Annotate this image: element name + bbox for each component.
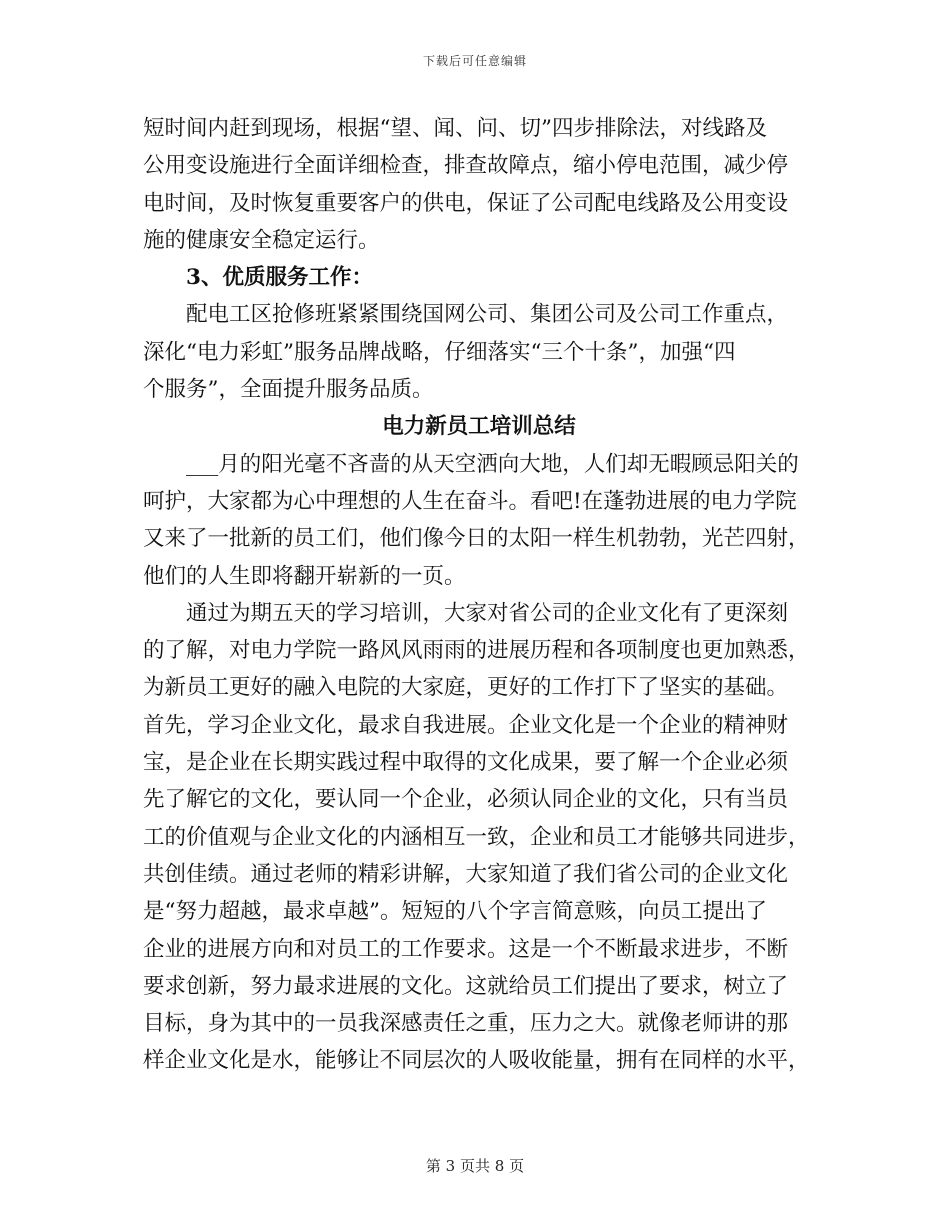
text-line: 是“努力超越，最求卓越”。短短的八个字言简意赅，向员工提出了 xyxy=(143,899,767,925)
text-line: 又来了一批新的员工们，他们像今日的太阳一样生机勃勃，光芒四射， xyxy=(143,526,810,552)
text-line: 呵护，大家都为心中理想的人生在奋斗。看吧!在蓬勃进展的电力学院 xyxy=(143,488,797,514)
text-line: 样企业文化是水，能够让不同层次的人吸收能量，拥有在同样的水平， xyxy=(143,1048,810,1074)
text-line: 共创佳绩。通过老师的精彩讲解，大家知道了我们省公司的企业文化 xyxy=(143,861,789,887)
section-heading: 3、优质服务工作： xyxy=(186,265,373,291)
text-line: 首先，学习企业文化，最求自我进展。企业文化是一个企业的精神财 xyxy=(143,712,789,738)
text-line: 配电工区抢修班紧紧围绕国网公司、集团公司及公司工作重点， xyxy=(186,302,789,328)
document-body xyxy=(143,110,815,1080)
document-title: 电力新员工培训总结 xyxy=(382,414,576,440)
text-line: 深化“电力彩虹”服务品牌战略，仔细落实“三个十条”，加强“四 xyxy=(143,339,736,365)
text-line: 为新员工更好的融入电院的大家庭，更好的工作打下了坚实的基础。 xyxy=(143,675,789,701)
page-number: 第 3 页共 8 页 xyxy=(425,1157,525,1175)
page-header-note: 下载后可任意编辑 xyxy=(422,54,527,68)
text-line: 目标，身为其中的一员我深感责任之重，压力之大。就像老师讲的那 xyxy=(143,1011,789,1037)
text-line: 他们的人生即将翻开崭新的一页。 xyxy=(143,563,466,589)
text-line: 宝，是企业在长期实践过程中取得的文化成果，要了解一个企业必须 xyxy=(143,750,789,776)
text-line: 要求创新，努力最求进展的文化。这就给员工们提出了要求，树立了 xyxy=(143,973,789,999)
text-line: 短时间内赶到现场，根据“望、闻、问、切”四步排除法，对线路及 xyxy=(143,116,767,141)
text-line: 工的价值观与企业文化的内涵相互一致，企业和员工才能够共同进步， xyxy=(143,824,810,850)
text-line: 的了解，对电力学院一路风风雨雨的进展历程和各项制度也更加熟悉， xyxy=(143,638,810,664)
text-line: 通过为期五天的学习培训，大家对省公司的企业文化有了更深刻 xyxy=(186,600,789,626)
text-line: 施的健康安全稳定运行。 xyxy=(143,227,380,253)
text-line: 先了解它的文化，要认同一个企业，必须认同企业的文化，只有当员 xyxy=(143,787,789,813)
text-line: 公用变设施进行全面详细检查，排查故障点，缩小停电范围，减少停 xyxy=(143,153,789,179)
text-line: 个服务”，全面提升服务品质。 xyxy=(143,377,434,403)
text-line: 企业的进展方向和对员工的工作要求。这是一个不断最求进步，不断 xyxy=(143,936,789,962)
text-line: ___月的阳光毫不吝啬的从天空洒向大地，人们却无暇顾忌阳关的 xyxy=(186,451,799,477)
text-line: 电时间，及时恢复重要客户的供电，保证了公司配电线路及公用变设 xyxy=(143,190,789,216)
